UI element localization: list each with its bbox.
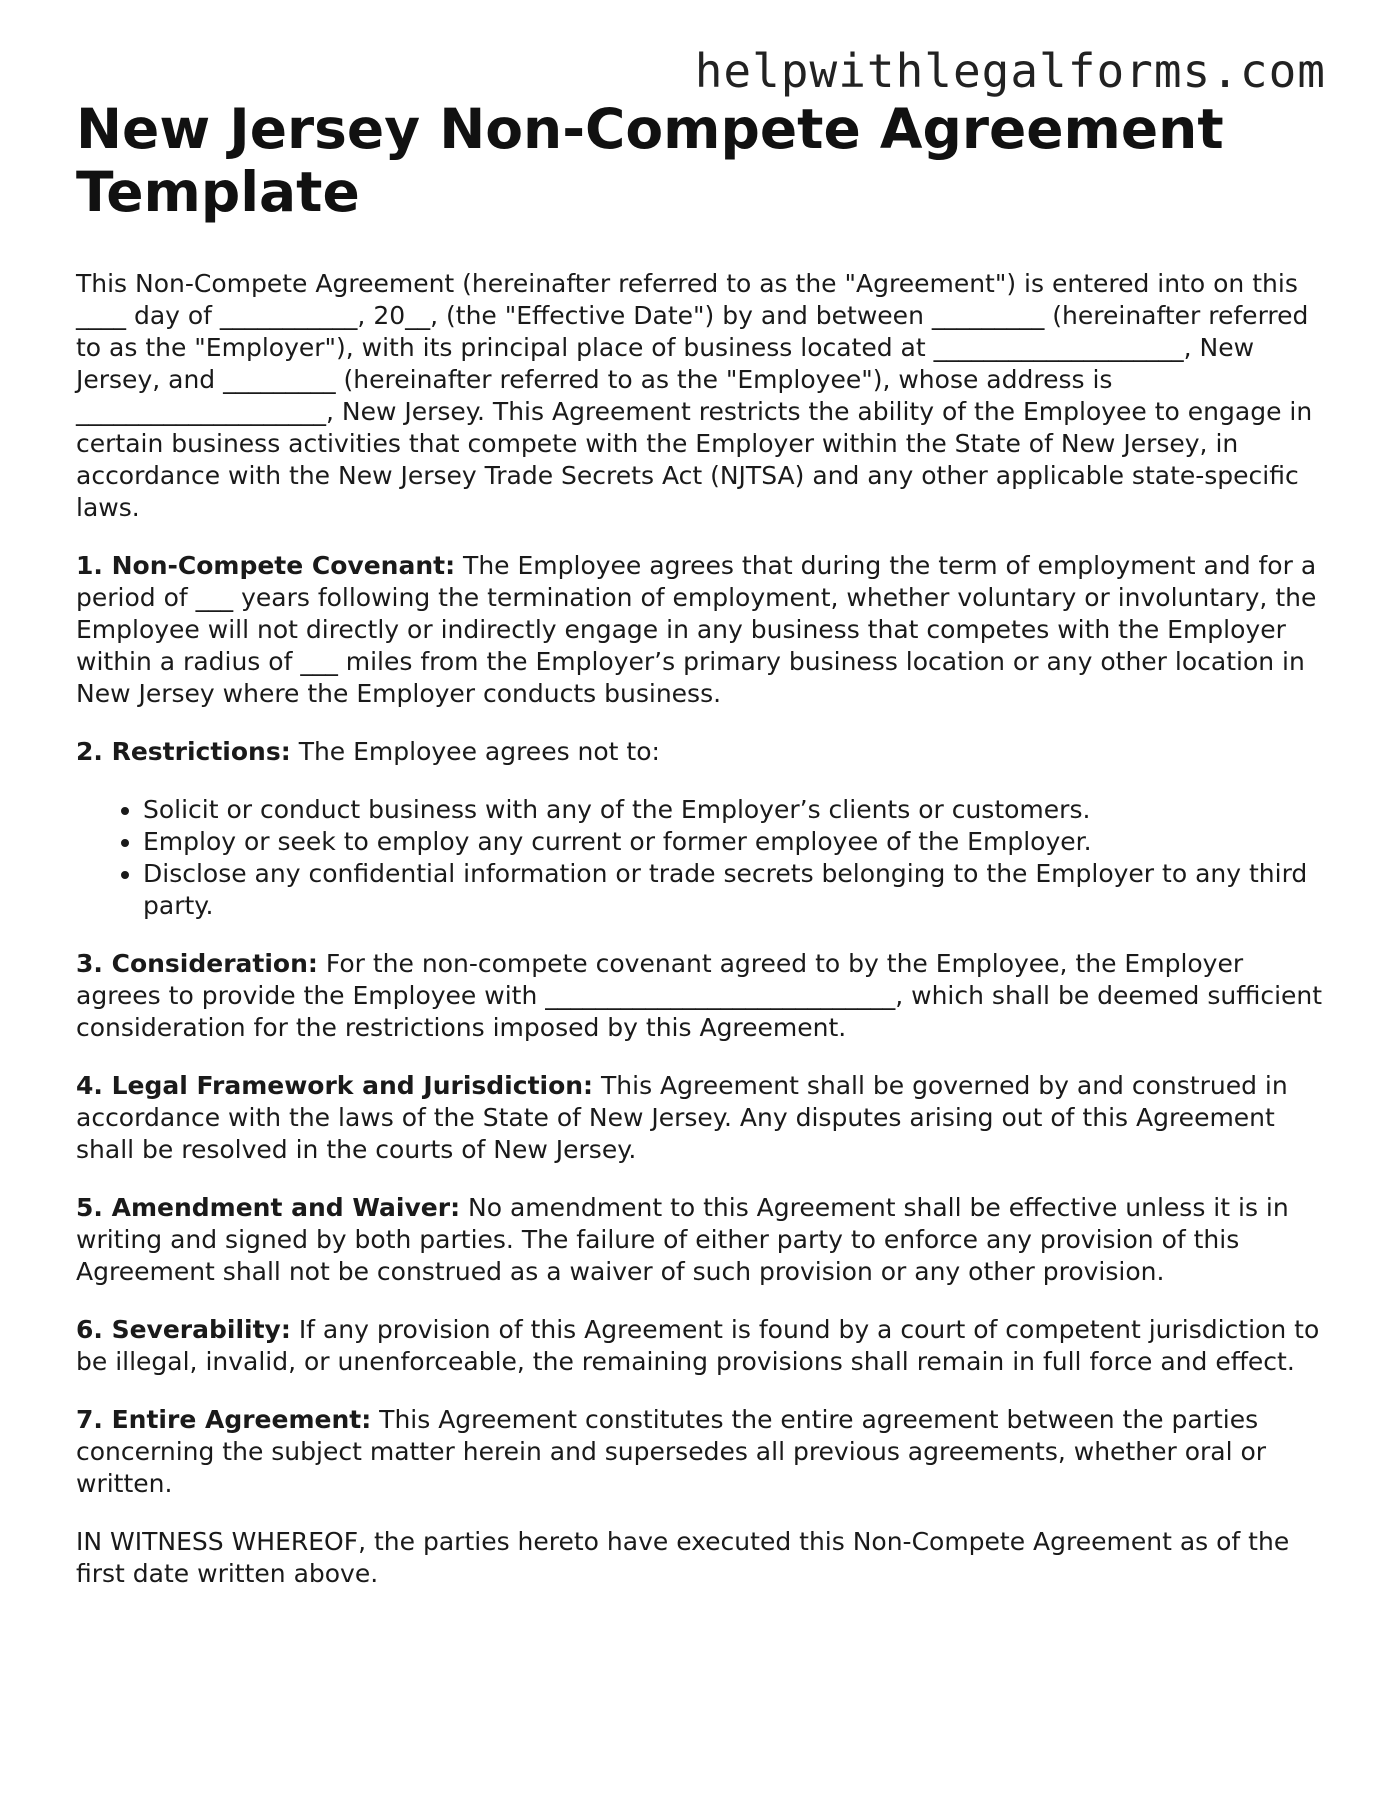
section-amendment-waiver <box>76 1192 1326 1288</box>
section-text: The Employee agrees that during the term of employment and for a period of ___ years following the termination of employment, whether voluntary or involuntary, the Employee will not directly or indirectly engage in any business that competes with the Employer within a radius of ___ miles from the Employer’s primary business location or any other location in New Jersey where the Employer conducts business. <box>76 551 1317 708</box>
section-restrictions <box>76 736 1326 768</box>
section-legal-framework <box>76 1070 1326 1166</box>
section-heading: 2. Restrictions: <box>76 737 291 766</box>
section-text: The Employee agrees not to: <box>298 737 660 766</box>
section-severability <box>76 1314 1326 1378</box>
section-heading: 5. Amendment and Waiver: <box>76 1193 461 1222</box>
site-watermark: helpwithlegalforms.com <box>694 44 1326 98</box>
section-text: No amendment to this Agreement shall be effective unless it is in writing and signed by both parties. The failure of either party to enforce any provision of this Agreement shall not be construed as a waiver of such provision or any other provision. <box>76 1193 1289 1286</box>
section-text: This Agreement constitutes the entire agreement between the parties concerning the subject matter herein and supersedes all previous agreements, whether oral or written. <box>76 1405 1267 1498</box>
section-text: If any provision of this Agreement is found by a court of competent jurisdiction to be illegal, invalid, or unenforceable, the remaining provisions shall remain in full force and effect. <box>76 1315 1320 1376</box>
section-heading: 7. Entire Agreement: <box>76 1405 372 1434</box>
restrictions-list <box>76 794 1326 922</box>
section-text: This Agreement shall be governed by and construed in accordance with the laws of the State of New Jersey. Any disputes arising out of this Agreement shall be resolved in the courts of New Jersey. <box>76 1071 1288 1164</box>
document-title: New Jersey Non-Compete Agreement Template <box>76 97 1224 224</box>
section-entire-agreement <box>76 1404 1326 1500</box>
list-item: • Disclose any confidential information or trade secrets belonging to the Employer to any third party. <box>143 858 1326 922</box>
section-heading: 1. Non-Compete Covenant: <box>76 551 456 580</box>
section-heading: 4. Legal Framework and Jurisdiction: <box>76 1071 594 1100</box>
document-page <box>76 40 1326 1590</box>
list-item: • Employ or seek to employ any current or former employee of the Employer. <box>143 826 1326 858</box>
section-non-compete-covenant <box>76 550 1326 710</box>
section-heading: 3. Consideration: <box>76 949 318 978</box>
intro-paragraph: This Non-Compete Agreement (hereinafter referred to as the "Agreement") is entered into on this ____ day of ___________, 20__, (the "Effective Date") by and between _________ (hereinafter referred to as the "Employer"), with its principal place of business located at ____________________, New Jersey, and _________ (hereinafter referred to as the "Employee"), whose address is ____________________, New Jersey. This Agreement restricts the ability of the Employee to engage in certain business activities that compete with the Employer within the State of New Jersey, in accordance with the New Jersey Trade Secrets Act (NJTSA) and any other applicable state-specific laws. <box>76 269 1313 522</box>
section-text: For the non-compete covenant agreed to by the Employee, the Employer agrees to provide the Employee with ____________________________, which shall be deemed sufficient consideration for the restrictions imposed by this Agreement. <box>76 949 1323 1042</box>
witness-clause: IN WITNESS WHEREOF, the parties hereto have executed this Non-Compete Agreement as of the first date written above. <box>76 1527 1290 1588</box>
list-item: • Solicit or conduct business with any of the Employer’s clients or customers. <box>143 794 1326 826</box>
section-heading: 6. Severability: <box>76 1315 291 1344</box>
section-consideration <box>76 948 1326 1044</box>
